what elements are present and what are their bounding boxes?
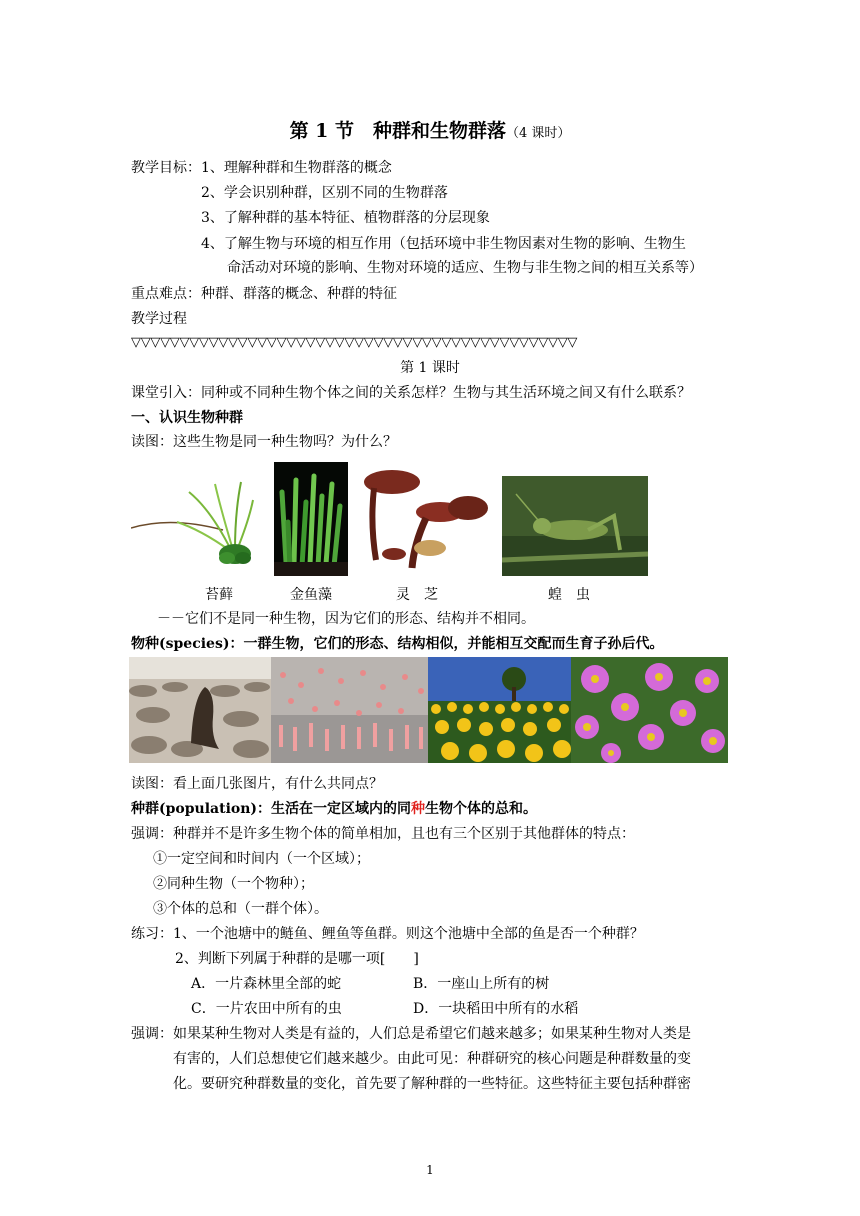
process-label: 教学过程 — [131, 311, 187, 327]
seals-image — [129, 657, 271, 763]
caption-grasshopper: 蝗 虫 — [548, 587, 590, 603]
hornwort-image — [274, 462, 348, 576]
title-sub: （4 课时） — [506, 126, 571, 141]
lingzhi-image — [360, 464, 488, 576]
objective-4: 4、了解生物与环境的相互作用（包括环境中非生物因素对生物的影响、生物生 — [201, 236, 686, 252]
objective-3: 3、了解种群的基本特征、植物群落的分层现象 — [201, 210, 490, 226]
emphasis-2-line3: 化。要研究种群数量的变化，首先要了解种群的一些特征。这些特征主要包括种群密 — [173, 1076, 691, 1092]
feature-1: ①一定空间和时间内（一个区域）； — [153, 851, 370, 867]
objectives-label: 教学目标： — [131, 160, 201, 176]
exercise-q2: 2、判断下列属于种群的是哪一项[ ] — [175, 951, 419, 967]
population-definition — [131, 799, 537, 819]
emphasis-2-line2: 有害的，人们总想使它们越来越少。由此可见：种群研究的核心问题是种群数量的变 — [173, 1051, 691, 1067]
population-def-highlight: 种 — [411, 801, 426, 817]
caption-hornwort: 金鱼藻 — [290, 587, 332, 603]
species-definition — [131, 634, 663, 654]
lesson-heading: 第 1 课时 — [400, 360, 460, 376]
flamingos-image — [271, 657, 428, 763]
triangle-divider: ▽▽▽▽▽▽▽▽▽▽▽▽▽▽▽▽▽▽▽▽▽▽▽▽▽▽▽▽▽▽▽▽▽▽▽▽▽▽▽▽▽▽▽▽▽▽ — [131, 335, 578, 350]
objective-2: 2、学会识别种群，区别不同的生物群落 — [201, 185, 448, 201]
caption-lingzhi: 灵 芝 — [396, 587, 438, 603]
option-a: A．一片森林里全部的蛇 — [191, 976, 342, 992]
title-main: 第 1 节 种群和生物群落 — [289, 120, 507, 142]
page-title — [0, 118, 860, 147]
emphasis-1: 强调：种群并不是许多生物个体的简单相加，且也有三个区别于其他群体的特点： — [131, 826, 635, 842]
emphasis-2-line1: 强调：如果某种生物对人类是有益的，人们总是希望它们越来越多；如果某种生物对人类是 — [131, 1026, 691, 1042]
asters-image — [571, 657, 728, 763]
feature-2: ②同种生物（一个物种）； — [153, 876, 314, 892]
section-heading: 一、认识生物种群 — [131, 410, 243, 426]
intro-text: 课堂引入：同种或不同种生物个体之间的关系怎样？生物与其生活环境之间又有什么联系？ — [131, 385, 691, 401]
option-c: C．一片农田中所有的虫 — [191, 1001, 342, 1017]
key-points: 重点难点：种群、群落的概念、种群的特征 — [131, 286, 397, 302]
objective-4-cont: 命活动对环境的影响、生物对环境的适应、生物与非生物之间的相互关系等） — [227, 260, 703, 276]
caption-moss: 苔藓 — [205, 587, 233, 603]
feature-3: ③个体的总和（一群个体）。 — [153, 901, 328, 917]
read-figure-2: 读图：看上面几张图片，有什么共同点？ — [131, 776, 383, 792]
option-d: D．一块稻田中所有的水稻 — [413, 1001, 579, 1017]
option-b: B．一座山上所有的树 — [413, 976, 550, 992]
objective-1: 1、理解种群和生物群落的概念 — [201, 160, 392, 176]
page-number: 1 — [426, 1163, 434, 1177]
grasshopper-image — [502, 476, 648, 576]
species-text: 一群生物，它们的形态、结构相似，并能相互交配而生育子孙后代。 — [243, 636, 664, 652]
population-def-after: 生物个体的总和。 — [425, 801, 538, 817]
read-figure-1: 读图：这些生物是同一种生物吗？为什么？ — [131, 434, 397, 450]
sunflowers-image — [428, 657, 571, 763]
population-def-before: 种群(population)：生活在一定区域内的同 — [131, 801, 412, 817]
exercise-q1: 练习：1、一个池塘中的鲢鱼、鲤鱼等鱼群。则这个池塘中全部的鱼是否一个种群？ — [131, 926, 644, 942]
species-term: 物种(species)： — [131, 636, 244, 652]
moss-image — [131, 470, 259, 574]
answer-1: －－它们不是同一种生物，因为它们的形态、结构并不相同。 — [157, 611, 535, 627]
